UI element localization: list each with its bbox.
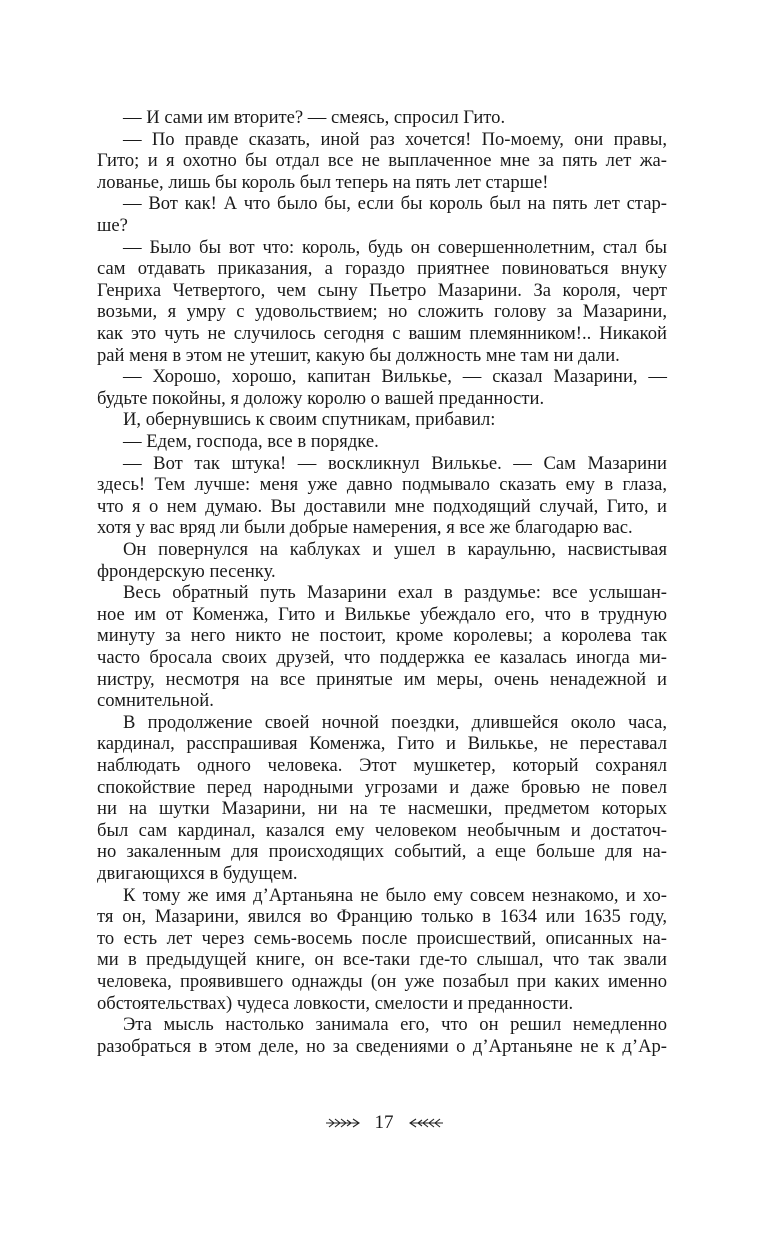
text-line: обстоятельствах) чудеса ловкости, смелости и преданности. bbox=[97, 993, 574, 1014]
text-line: лованье, лишь бы король был теперь на пять лет старше! bbox=[97, 172, 549, 193]
text-line: Генриха Четвертого, чем сыну Пьетро Мазарини. За короля, черт bbox=[97, 280, 667, 301]
text-line: тя он, Мазарини, явился во Францию только в 1634 или 1635 году, bbox=[97, 906, 667, 927]
text-line: — По правде сказать, иной раз хочется! По-моему, они правы, bbox=[123, 129, 667, 150]
text-line: как это чуть не случилось сегодня с вашим племянником!.. Никакой bbox=[97, 323, 667, 344]
text-line: фрондерскую песенку. bbox=[97, 561, 276, 582]
text-line: часто бросала своих друзей, что поддержка ее казалась иногда ми- bbox=[97, 647, 667, 668]
text-line: но закаленным для происходящих событий, а еще больше для на- bbox=[97, 841, 667, 862]
text-line: рай меня в этом не утешит, какую бы должность мне там ни дали. bbox=[97, 345, 620, 366]
text-line: сам отдавать приказания, а гораздо приятнее повиноваться внуку bbox=[97, 258, 667, 279]
text-line: сомнительной. bbox=[97, 690, 214, 711]
text-line: И, обернувшись к своим спутникам, прибавил: bbox=[123, 409, 496, 430]
text-line: В продолжение своей ночной поездки, длившейся около часа, bbox=[123, 712, 667, 733]
text-line: был сам кардинал, казался ему человеком необычным и достаточ- bbox=[97, 820, 667, 841]
text-line: ше? bbox=[97, 215, 128, 236]
text-line: ное им от Коменжа, Гито и Вилькье убеждало его, что в трудную bbox=[97, 604, 667, 625]
text-line: — Было бы вот что: король, будь он совершеннолетним, стал бы bbox=[123, 237, 667, 258]
text-line: человека, проявившего однажды (он уже позабыл при каких именно bbox=[97, 971, 667, 992]
text-line: Гито; и я охотно бы отдал все не выплаченное мне за пять лет жа- bbox=[97, 150, 667, 171]
left-ornament-icon bbox=[325, 1117, 361, 1129]
text-line: кардинал, расспрашивая Коменжа, Гито и Вилькье, не переставал bbox=[97, 733, 667, 754]
text-line: Эта мысль настолько занимала его, что он решил немедленно bbox=[123, 1014, 667, 1035]
text-line: разобраться в этом деле, но за сведениями о д’Артаньяне не к д’Ар- bbox=[97, 1036, 667, 1057]
text-line: двигающихся в будущем. bbox=[97, 863, 298, 884]
text-line: нистру, несмотря на все принятые им меры, очень ненадежной и bbox=[97, 669, 667, 690]
text-line: наблюдать одного человека. Этот мушкетер, который сохранял bbox=[97, 755, 667, 776]
text-line: — Хорошо, хорошо, капитан Вилькье, — сказал Мазарини, — bbox=[123, 366, 667, 387]
page-number: 17 bbox=[374, 1112, 394, 1133]
text-line: ни на шутки Мазарини, ни на те насмешки, предметом которых bbox=[97, 798, 667, 819]
text-line: спокойствие перед народными угрозами и даже бровью не повел bbox=[97, 777, 667, 798]
text-line: минуту за него никто не постоит, кроме королевы; а королева так bbox=[97, 625, 667, 646]
text-line: что я о нем думаю. Вы доставили мне подходящий случай, Гито, и bbox=[97, 496, 667, 517]
text-line: — И сами им вторите? — смеясь, спросил Гито. bbox=[123, 107, 506, 128]
text-line: — Едем, господа, все в порядке. bbox=[123, 431, 379, 452]
text-line: здесь! Тем лучше: меня уже давно подмывало сказать ему в глаза, bbox=[97, 474, 667, 495]
text-line: — Вот как! А что было бы, если бы король был на пять лет стар- bbox=[123, 193, 667, 214]
text-line: возьми, я умру с удовольствием; но сложить голову за Мазарини, bbox=[97, 301, 667, 322]
page-footer bbox=[0, 1110, 768, 1136]
text-line: Он повернулся на каблуках и ушел в караульню, насвистывая bbox=[123, 539, 667, 560]
text-line: хотя у вас вряд ли были добрые намерения, я все же благодарю вас. bbox=[97, 517, 633, 538]
text-line: ми в предыдущей книге, он все-таки где-то слышал, что так звали bbox=[97, 949, 667, 970]
text-line: — Вот так штука! — воскликнул Вилькье. — Сам Мазарини bbox=[123, 453, 667, 474]
text-line: то есть лет через семь-восемь после происшествий, описанных на- bbox=[97, 928, 667, 949]
text-line: Весь обратный путь Мазарини ехал в раздумье: все услышан- bbox=[123, 582, 667, 603]
text-line: будьте покойны, я доложу королю о вашей преданности. bbox=[97, 388, 545, 409]
text-line: К тому же имя д’Артаньяна не было ему совсем незнакомо, и хо- bbox=[123, 885, 667, 906]
right-ornament-icon bbox=[408, 1117, 444, 1129]
